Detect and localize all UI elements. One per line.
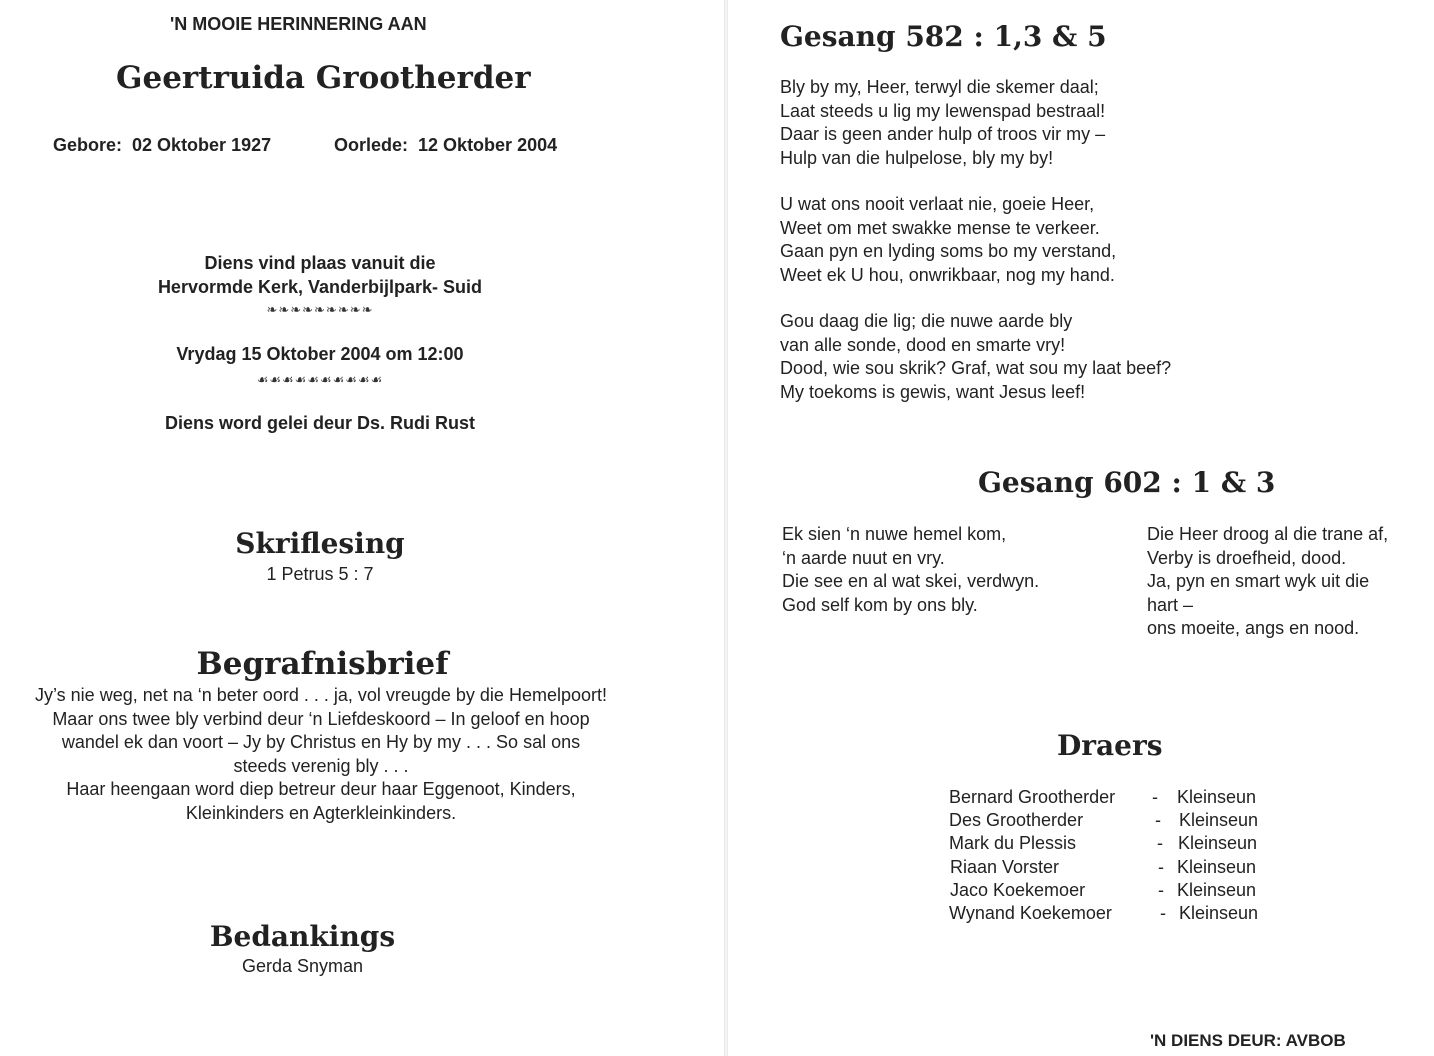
hymn1-stanza-3 [780,310,1171,404]
verse-line: Laat steeds u lig my lewenspad bestraal! [780,100,1106,121]
hymn1-title: Gesang 582 : 1,3 & 5 [780,20,1107,53]
verse-line: My toekoms is gewis, want Jesus leef! [780,381,1086,402]
letter-line: steeds verenig bly . . . [233,755,409,776]
bearer-dash: - [1157,833,1163,853]
bearer-relation: Kleinseun [1178,833,1258,853]
bearer-dash: - [1160,903,1166,923]
bearer-dash: - [1158,880,1164,900]
bearer-dash: - [1152,787,1158,807]
bearer-name: Jaco Koekemoer [950,880,1086,900]
verse-line: Ja, pyn en smart wyk uit die [1147,571,1370,591]
verse-line: Verby is droefheid, dood. [1147,547,1347,568]
funeral-home-footer: 'N DIENS DEUR: AVBOB [1150,1031,1346,1050]
died-label: Oorlede: [334,135,409,155]
letter-line: Maar ons twee bly verbind deur ‘n Liefdeskoord – In geloof en hoop [52,708,590,729]
memorial-heading: 'N MOOIE HERINNERING AAN [170,14,427,34]
ornament-divider-2: ☙☙☙☙☙☙☙☙☙☙ [256,372,384,387]
hymn2-stanza-left [782,523,1039,617]
died-line [334,135,557,156]
letter-body [0,684,644,825]
thanks-name: Gerda Snyman [241,956,364,976]
bearer-relation: Kleinseun [1179,903,1259,923]
letter-line: wandel ek dan voort – Jy by Christus en Hy by my . . . So sal ons [61,732,581,752]
born-date: 02 Oktober 1927 [132,135,272,155]
verse-line: U wat ons nooit verlaat nie, goeie Heer, [780,194,1095,214]
hymn2-stanza-right [1147,523,1388,641]
verse-line: ons moeite, angs en nood. [1147,618,1360,638]
verse-line: ‘n aarde nuut en vry. [782,547,945,568]
verse-line: Gaan pyn en lyding soms bo my verstand, [780,241,1117,261]
service-line-1: Diens vind plaas vanuit die [204,253,436,273]
bearer-name: Mark du Plessis [949,833,1077,853]
bearer-dash: - [1155,810,1161,830]
thanks-title: Bedankings [209,920,396,953]
verse-line: Bly by my, Heer, terwyl die skemer daal; [780,77,1099,97]
reading-title: Skriflesing [235,527,405,560]
verse-line: Hulp van die hulpelose, bly my by! [780,147,1054,168]
ornament-divider-1: ❧❧❧❧❧❧❧❧❧ [266,302,374,317]
verse-line: Gou daag die lig; die nuwe aarde bly [780,311,1073,331]
bearer-relation: Kleinseun [1177,787,1257,807]
hymn2-title: Gesang 602 : 1 & 3 [978,466,1276,499]
service-block [20,251,620,299]
bearer-name: Bernard Grootherder [949,787,1116,807]
hymn1-stanza-1 [780,76,1105,170]
verse-line: Daar is geen ander hulp of troos vir my – [780,124,1106,144]
verse-line: Die Heer droog al die trane af, [1147,524,1389,544]
bearer-dash: - [1158,857,1164,877]
letter-title: Begrafnisbrief [196,646,449,682]
bearer-name: Des Grootherder [949,810,1084,830]
letter-line: Jy’s nie weg, net na ‘n beter oord . . . ja, vol vreugde by die Hemelpoort! [35,685,607,705]
service-line-2: Hervormde Kerk, Vanderbijlpark- Suid [157,277,483,297]
service-led-by: Diens word gelei deur Ds. Rudi Rust [164,413,476,433]
bearer-name: Wynand Koekemoer [949,903,1112,923]
verse-line: God self kom by ons bly. [782,594,978,615]
born-line [53,135,271,156]
bearer-relation: Kleinseun [1177,857,1257,877]
bearers-title: Draers [1057,729,1163,762]
verse-line: Dood, wie sou skrik? Graf, wat sou my laat beef? [780,358,1172,378]
reading-reference: 1 Petrus 5 : 7 [266,564,374,584]
bearer-name: Riaan Vorster [950,857,1060,877]
verse-line: Die see en al wat skei, verdwyn. [782,571,1040,591]
bearer-relation: Kleinseun [1179,810,1259,830]
verse-line: van alle sonde, dood en smarte vry! [780,334,1066,355]
verse-line: Ek sien ‘n nuwe hemel kom, [782,524,1007,544]
page-fold [724,0,728,1056]
verse-line: Weet ek U hou, onwrikbaar, nog my hand. [780,264,1115,285]
letter-line: Haar heengaan word diep betreur deur haar Eggenoot, Kinders, [66,779,576,799]
died-date: 12 Oktober 2004 [418,135,558,155]
service-date: Vrydag 15 Oktober 2004 om 12:00 [176,344,464,364]
deceased-name: Geertruida Grootherder [116,60,531,96]
bearer-relation: Kleinseun [1177,880,1257,900]
hymn1-stanza-2 [780,193,1116,287]
verse-line: Weet om met swakke mense te verkeer. [780,217,1100,238]
verse-line: hart – [1147,594,1194,615]
letter-line: Kleinkinders en Agterkleinkinders. [185,802,457,823]
born-label: Gebore: [53,135,123,155]
